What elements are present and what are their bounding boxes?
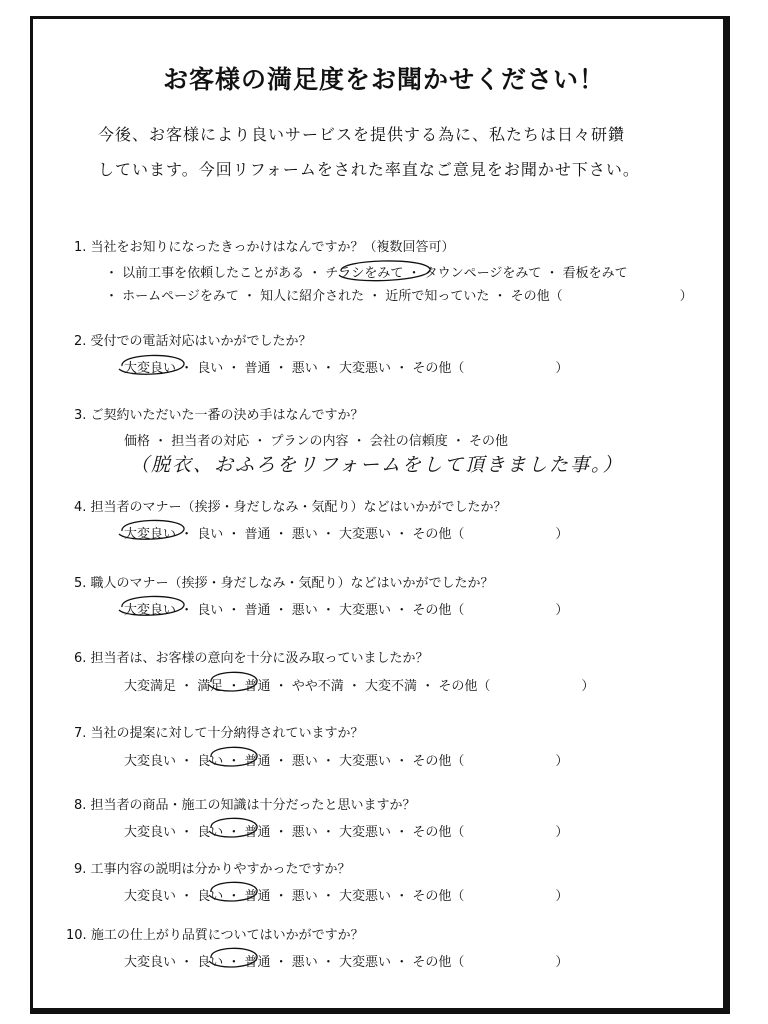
question-10-number: 10. bbox=[66, 928, 87, 943]
question-1-options-line-1[interactable]: ・ 以前工事を依頼したことがある ・ チラシをみて ・ タウンページをみて ・ 看板をみて bbox=[105, 266, 628, 281]
question-1-options-line-2[interactable]: ・ ホームページをみて ・ 知人に紹介された ・ 近所で知っていた ・ その他（ ） bbox=[105, 289, 693, 304]
question-6-options[interactable]: 大変満足 ・ 満足 ・ 普通 ・ やや不満 ・ 大変不満 ・ その他（ ） bbox=[124, 679, 595, 694]
question-6-selection-circle bbox=[205, 667, 265, 697]
question-2 bbox=[74, 330, 312, 349]
question-5-selection-circle bbox=[114, 591, 194, 621]
page-title: お客様の満足度をお聞かせください！ bbox=[162, 65, 605, 94]
question-10 bbox=[66, 924, 364, 943]
question-2-options[interactable]: 大変良い ・ 良い ・ 普通 ・ 悪い ・ 大変悪い ・ その他（ ） bbox=[124, 361, 569, 376]
question-5-options[interactable]: 大変良い ・ 良い ・ 普通 ・ 悪い ・ 大変悪い ・ その他（ ） bbox=[124, 603, 569, 618]
question-9-text: 工事内容の説明は分かりやすかったですか？ bbox=[90, 862, 351, 877]
question-4-selection-circle bbox=[114, 515, 194, 545]
question-10-options[interactable]: 大変良い ・ 良い ・ 普通 ・ 悪い ・ 大変悪い ・ その他（ ） bbox=[124, 955, 569, 970]
question-3 bbox=[74, 404, 364, 423]
question-7-options[interactable]: 大変良い ・ 良い ・ 普通 ・ 悪い ・ 大変悪い ・ その他（ ） bbox=[124, 754, 569, 769]
question-8-selection-circle bbox=[205, 813, 265, 843]
question-7-text: 当社の提案に対して十分納得されていますか？ bbox=[90, 726, 364, 741]
question-8-number: 8. bbox=[74, 798, 87, 813]
question-1-text: 当社をお知りになったきっかけはなんですか？（複数回答可） bbox=[90, 240, 455, 255]
question-7 bbox=[74, 722, 364, 741]
question-3-text: ご契約いただいた一番の決め手はなんですか？ bbox=[90, 408, 364, 423]
question-4-text: 担当者のマナー（挨拶・身だしなみ・気配り）などはいかがでしたか？ bbox=[90, 500, 507, 515]
question-4-options[interactable]: 大変良い ・ 良い ・ 普通 ・ 悪い ・ 大変悪い ・ その他（ ） bbox=[124, 527, 569, 542]
question-10-text: 施工の仕上がり品質についてはいかがですか？ bbox=[90, 928, 364, 943]
question-6-text: 担当者は、お客様の意向を十分に汲み取っていましたか？ bbox=[90, 651, 429, 666]
question-5-text: 職人のマナー（挨拶・身だしなみ・気配り）などはいかがでしたか？ bbox=[90, 576, 494, 591]
question-5-number: 5. bbox=[74, 576, 87, 591]
question-4-number: 4. bbox=[74, 500, 87, 515]
intro-line-1: 今後、お客様により良いサービスを提供する為に、私たちは日々研鑽 bbox=[98, 125, 626, 144]
question-6 bbox=[74, 647, 429, 666]
question-9-number: 9. bbox=[74, 862, 87, 877]
question-3-number: 3. bbox=[74, 408, 87, 423]
question-1-number: 1. bbox=[74, 240, 87, 255]
question-10-selection-circle bbox=[205, 943, 265, 973]
question-3-options[interactable]: 価格 ・ 担当者の対応 ・ プランの内容 ・ 会社の信頼度 ・ その他 bbox=[124, 434, 509, 449]
question-4 bbox=[74, 496, 507, 515]
question-9-options[interactable]: 大変良い ・ 良い ・ 普通 ・ 悪い ・ 大変悪い ・ その他（ ） bbox=[124, 889, 569, 904]
question-7-selection-circle bbox=[205, 742, 265, 772]
question-2-number: 2. bbox=[74, 334, 87, 349]
question-6-number: 6. bbox=[74, 651, 87, 666]
question-2-text: 受付での電話対応はいかがでしたか？ bbox=[90, 334, 312, 349]
question-9-selection-circle bbox=[205, 877, 265, 907]
question-1-selection-circle bbox=[335, 255, 435, 287]
question-3-handwritten-answer: （脱衣、おふろをリフォームをして頂きました事。） bbox=[130, 454, 624, 476]
question-8-text: 担当者の商品・施工の知識は十分だったと思いますか？ bbox=[90, 798, 416, 813]
intro-line-2: しています。今回リフォームをされた率直なご意見をお聞かせ下さい。 bbox=[98, 160, 640, 179]
question-8-options[interactable]: 大変良い ・ 良い ・ 普通 ・ 悪い ・ 大変悪い ・ その他（ ） bbox=[124, 825, 569, 840]
question-8 bbox=[74, 794, 416, 813]
question-7-number: 7. bbox=[74, 726, 87, 741]
question-2-selection-circle bbox=[114, 350, 194, 380]
question-5 bbox=[74, 572, 494, 591]
question-9 bbox=[74, 858, 351, 877]
question-1 bbox=[74, 236, 455, 255]
